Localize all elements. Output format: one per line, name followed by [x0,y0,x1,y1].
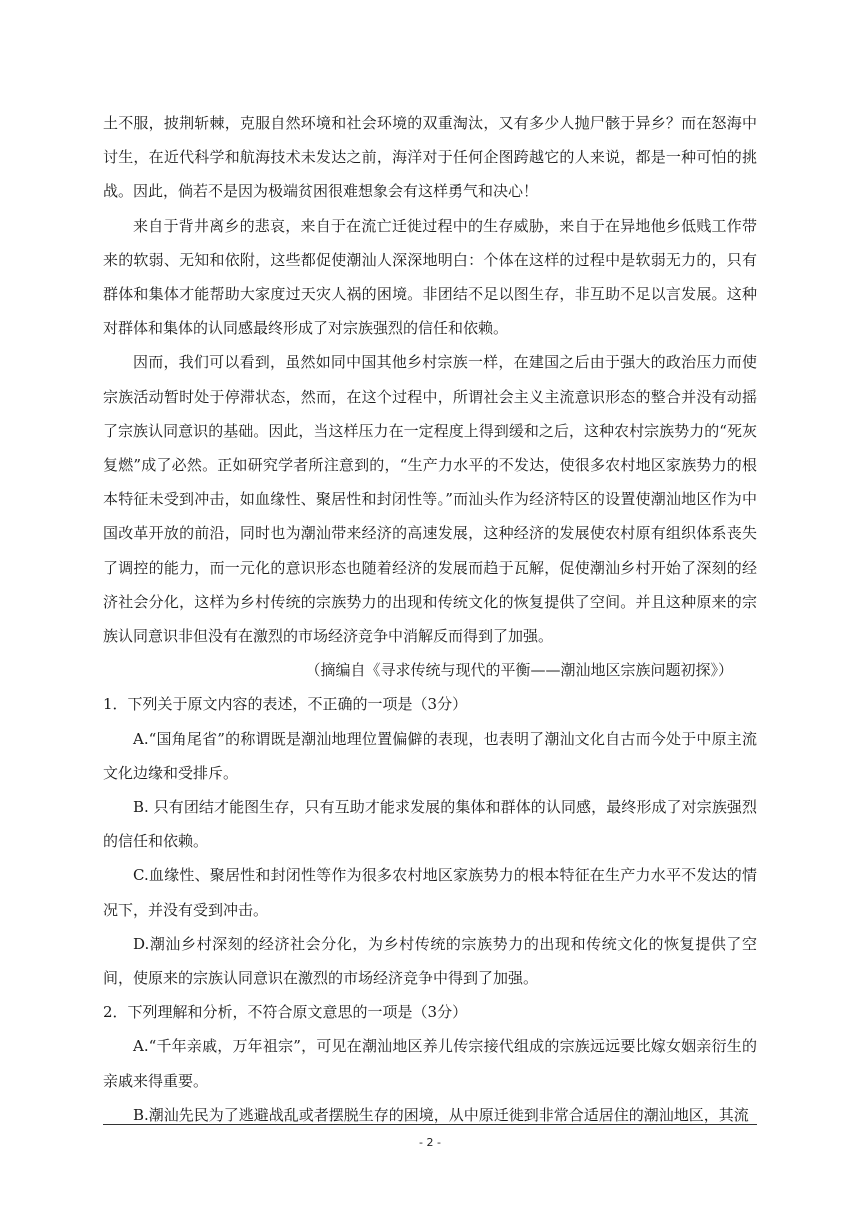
question-1-option-a: A.“国角尾省”的称谓既是潮汕地理位置偏僻的表现，也表明了潮汕文化自古而今处于中原主流文化边缘和受排斥。 [103,729,757,782]
question-1-option-d: D.潮汕乡村深刻的经济社会分化，为乡村传统的宗族势力的出现和传统文化的恢复提供了空间，使原来的宗族认同意识在激烈的市场经济竞争中得到了加强。 [103,934,757,988]
paragraph: 因而，我们可以看到，虽然如同中国其他乡村宗族一样，在建国之后由于强大的政治压力而使宗族活动暂时处于停滞状态，然而，在这个过程中，所谓社会主义主流意识形态的整合并没有动摇了宗族认同意识的基础。因此，当这样压力在一定程度上得到缓和之后，这种农村宗族势力的“死灰复燃”成了必然。正如研究学者所注意到的，“生产力水平的不发达，使很多农村地区家族势力的根本特征未受到冲击，如血缘性、聚居性和封闭性等。”而汕头作为经济特区的设置使潮汕地区作为中国改革开放的前沿，同时也为潮汕带来经济的高速发展，这种经济的发展使农村原有组织体系丧失了调控的能力，而一元化的意识形态也随着经济的发展而趋于瓦解，促使潮汕乡村开始了深刻的经济社会分化，这样为乡村传统的宗族势力的出现和传统文化的恢复提供了空间。并且这种原来的宗族认同意识非但没有在激烈的市场经济竞争中消解反而得到了加强。 [103,353,757,646]
source-citation: （摘编自《寻求传统与现代的平衡——潮汕地区宗族问题初探》） [305,661,733,680]
footer-divider [103,1124,757,1125]
question-1-option-b: B. 只有团结才能图生存，只有互助才能求发展的集体和群体的认同感，最终形成了对宗族强烈的信任和依赖。 [103,798,757,851]
question-2-option-a: A.“千年亲戚，万年祖宗”，可见在潮汕地区养儿传宗接代组成的宗族远远要比嫁女姻亲衍生的亲戚来得重要。 [103,1037,757,1090]
question-1-option-c: C.血缘性、聚居性和封闭性等作为很多农村地区家族势力的根本特征在生产力水平不发达的情况下，并没有受到冲击。 [103,866,757,919]
question-stem-1: 1．下列关于原文内容的表述，不正确的一项是（3分） [103,695,468,714]
question-stem-2: 2．下列理解和分析，不符合原文意思的一项是（3分） [103,1003,468,1022]
paragraph-continuation: 土不服，披荆斩棘，克服自然环境和社会环境的双重淘汰，又有多少人抛尸骸于异乡？而在怒海中讨生，在近代科学和航海技术未发达之前，海洋对于任何企图跨越它的人来说，都是一种可怕的挑战。因此，倘若不是因为极端贫困很难想象会有这样勇气和决心！ [103,114,757,201]
question-2-option-b: B.潮汕先民为了逃避战乱或者摆脱生存的困境，从中原迁徙到非常合适居住的潮汕地区，其流 [133,1105,749,1124]
paragraph: 来自于背井离乡的悲哀，来自于在流亡迁徙过程中的生存威胁，来自于在异地他乡低贱工作带来的软弱、无知和依附，这些都促使潮汕人深深地明白：个体在这样的过程中是软弱无力的，只有群体和集体才能帮助大家度过天灾人祸的困境。非团结不足以图生存，非互助不足以言发展。这种对群体和集体的认同感最终形成了对宗族强烈的信任和依赖。 [103,216,757,338]
document-body [103,106,757,1132]
page-number: - 2 - [419,1136,441,1149]
